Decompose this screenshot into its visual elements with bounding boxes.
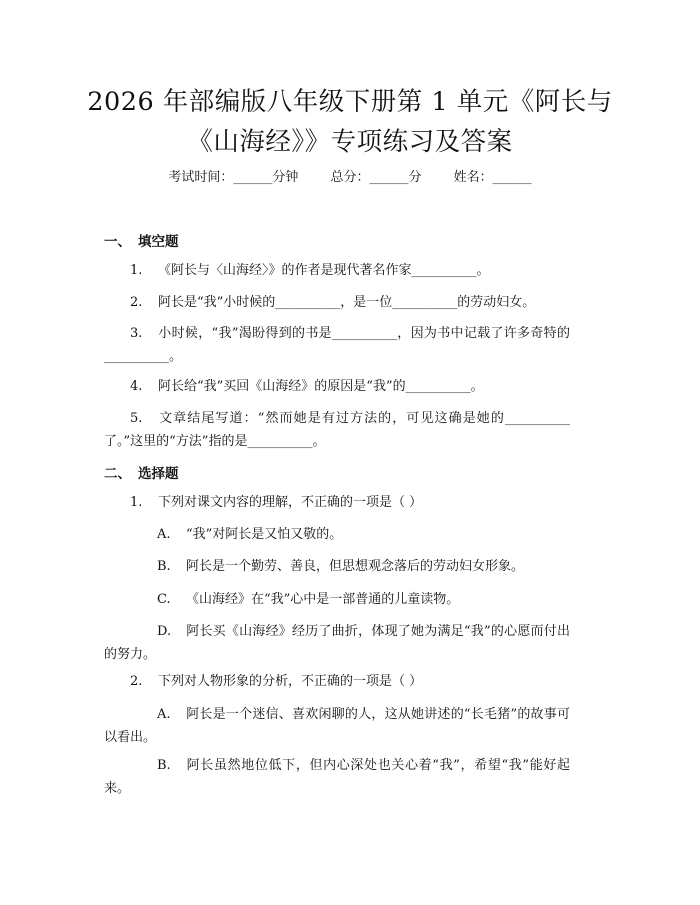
option-label: C. bbox=[157, 592, 171, 607]
option-label: B. bbox=[157, 559, 171, 574]
section-title: 填空题 bbox=[138, 234, 179, 250]
choice-option bbox=[104, 555, 570, 578]
choice-option bbox=[104, 523, 570, 546]
fill-question bbox=[104, 375, 570, 398]
title-line-1: 2026 年部编版八年级下册第 1 单元《阿长与 bbox=[87, 87, 613, 117]
choice-option bbox=[104, 588, 570, 611]
question-text: 文章结尾写道：“然而她是有过方法的，可见这确是她的__________了。”这里的“方法”指的是__________。 bbox=[104, 411, 570, 449]
question-number: 2. bbox=[130, 674, 143, 689]
section-number: 一、 bbox=[104, 234, 131, 250]
fill-question bbox=[104, 259, 570, 282]
question-text: 小时候，“我”渴盼得到的书是__________，因为书中记载了许多奇特的__________。 bbox=[104, 326, 570, 364]
option-text: 阿长是一个勤劳、善良，但思想观念落后的劳动妇女形象。 bbox=[186, 559, 525, 574]
option-text: 《山海经》在“我”心中是一部普通的儿童读物。 bbox=[186, 592, 460, 607]
question-text: 阿长是“我”小时候的__________，是一位__________的劳动妇女。 bbox=[158, 295, 536, 310]
question-number: 1. bbox=[130, 263, 143, 278]
choice-option bbox=[104, 620, 570, 666]
section-heading-choice bbox=[104, 462, 179, 482]
choice-option bbox=[104, 754, 570, 800]
question-text: 阿长给“我”买回《山海经》的原因是“我”的__________。 bbox=[158, 379, 484, 394]
exam-meta bbox=[0, 168, 700, 188]
fill-question bbox=[104, 291, 570, 314]
question-text: 下列对人物形象的分析，不正确的一项是（ ） bbox=[158, 674, 423, 689]
question-number: 2. bbox=[130, 295, 143, 310]
option-text: 阿长买《山海经》经历了曲折，体现了她为满足“我”的心愿而付出的努力。 bbox=[104, 624, 570, 662]
option-text: “我”对阿长是又怕又敬的。 bbox=[186, 527, 343, 542]
section-title: 选择题 bbox=[138, 466, 179, 482]
fill-question bbox=[104, 322, 570, 368]
student-name: 姓名：______ bbox=[453, 170, 532, 185]
question-number: 5. bbox=[130, 411, 143, 426]
fill-question bbox=[104, 407, 570, 453]
section-heading-fill bbox=[104, 230, 179, 250]
total-score: 总分：______分 bbox=[330, 170, 422, 185]
exam-time: 考试时间：______分钟 bbox=[168, 170, 299, 185]
option-label: D. bbox=[157, 624, 172, 639]
option-text: 阿长虽然地位低下，但内心深处也关心着“我”，希望“我”能好起来。 bbox=[104, 758, 570, 796]
option-label: A. bbox=[157, 707, 171, 722]
title-line-2: 《山海经》》专项练习及答案 bbox=[187, 127, 513, 157]
choice-option bbox=[104, 703, 570, 749]
section-number: 二、 bbox=[104, 466, 131, 482]
question-number: 3. bbox=[130, 326, 143, 341]
option-label: A. bbox=[157, 527, 171, 542]
question-text: 下列对课文内容的理解，不正确的一项是（ ） bbox=[158, 495, 423, 510]
page-title bbox=[40, 82, 660, 162]
question-number: 4. bbox=[130, 379, 143, 394]
option-text: 阿长是一个迷信、喜欢闲聊的人，这从她讲述的“长毛猪”的故事可以看出。 bbox=[104, 707, 570, 745]
choice-question bbox=[104, 670, 570, 693]
question-text: 《阿长与〈山海经〉》的作者是现代著名作家__________。 bbox=[158, 263, 490, 278]
option-label: B. bbox=[157, 758, 171, 773]
question-number: 1. bbox=[130, 495, 143, 510]
choice-question bbox=[104, 491, 570, 514]
